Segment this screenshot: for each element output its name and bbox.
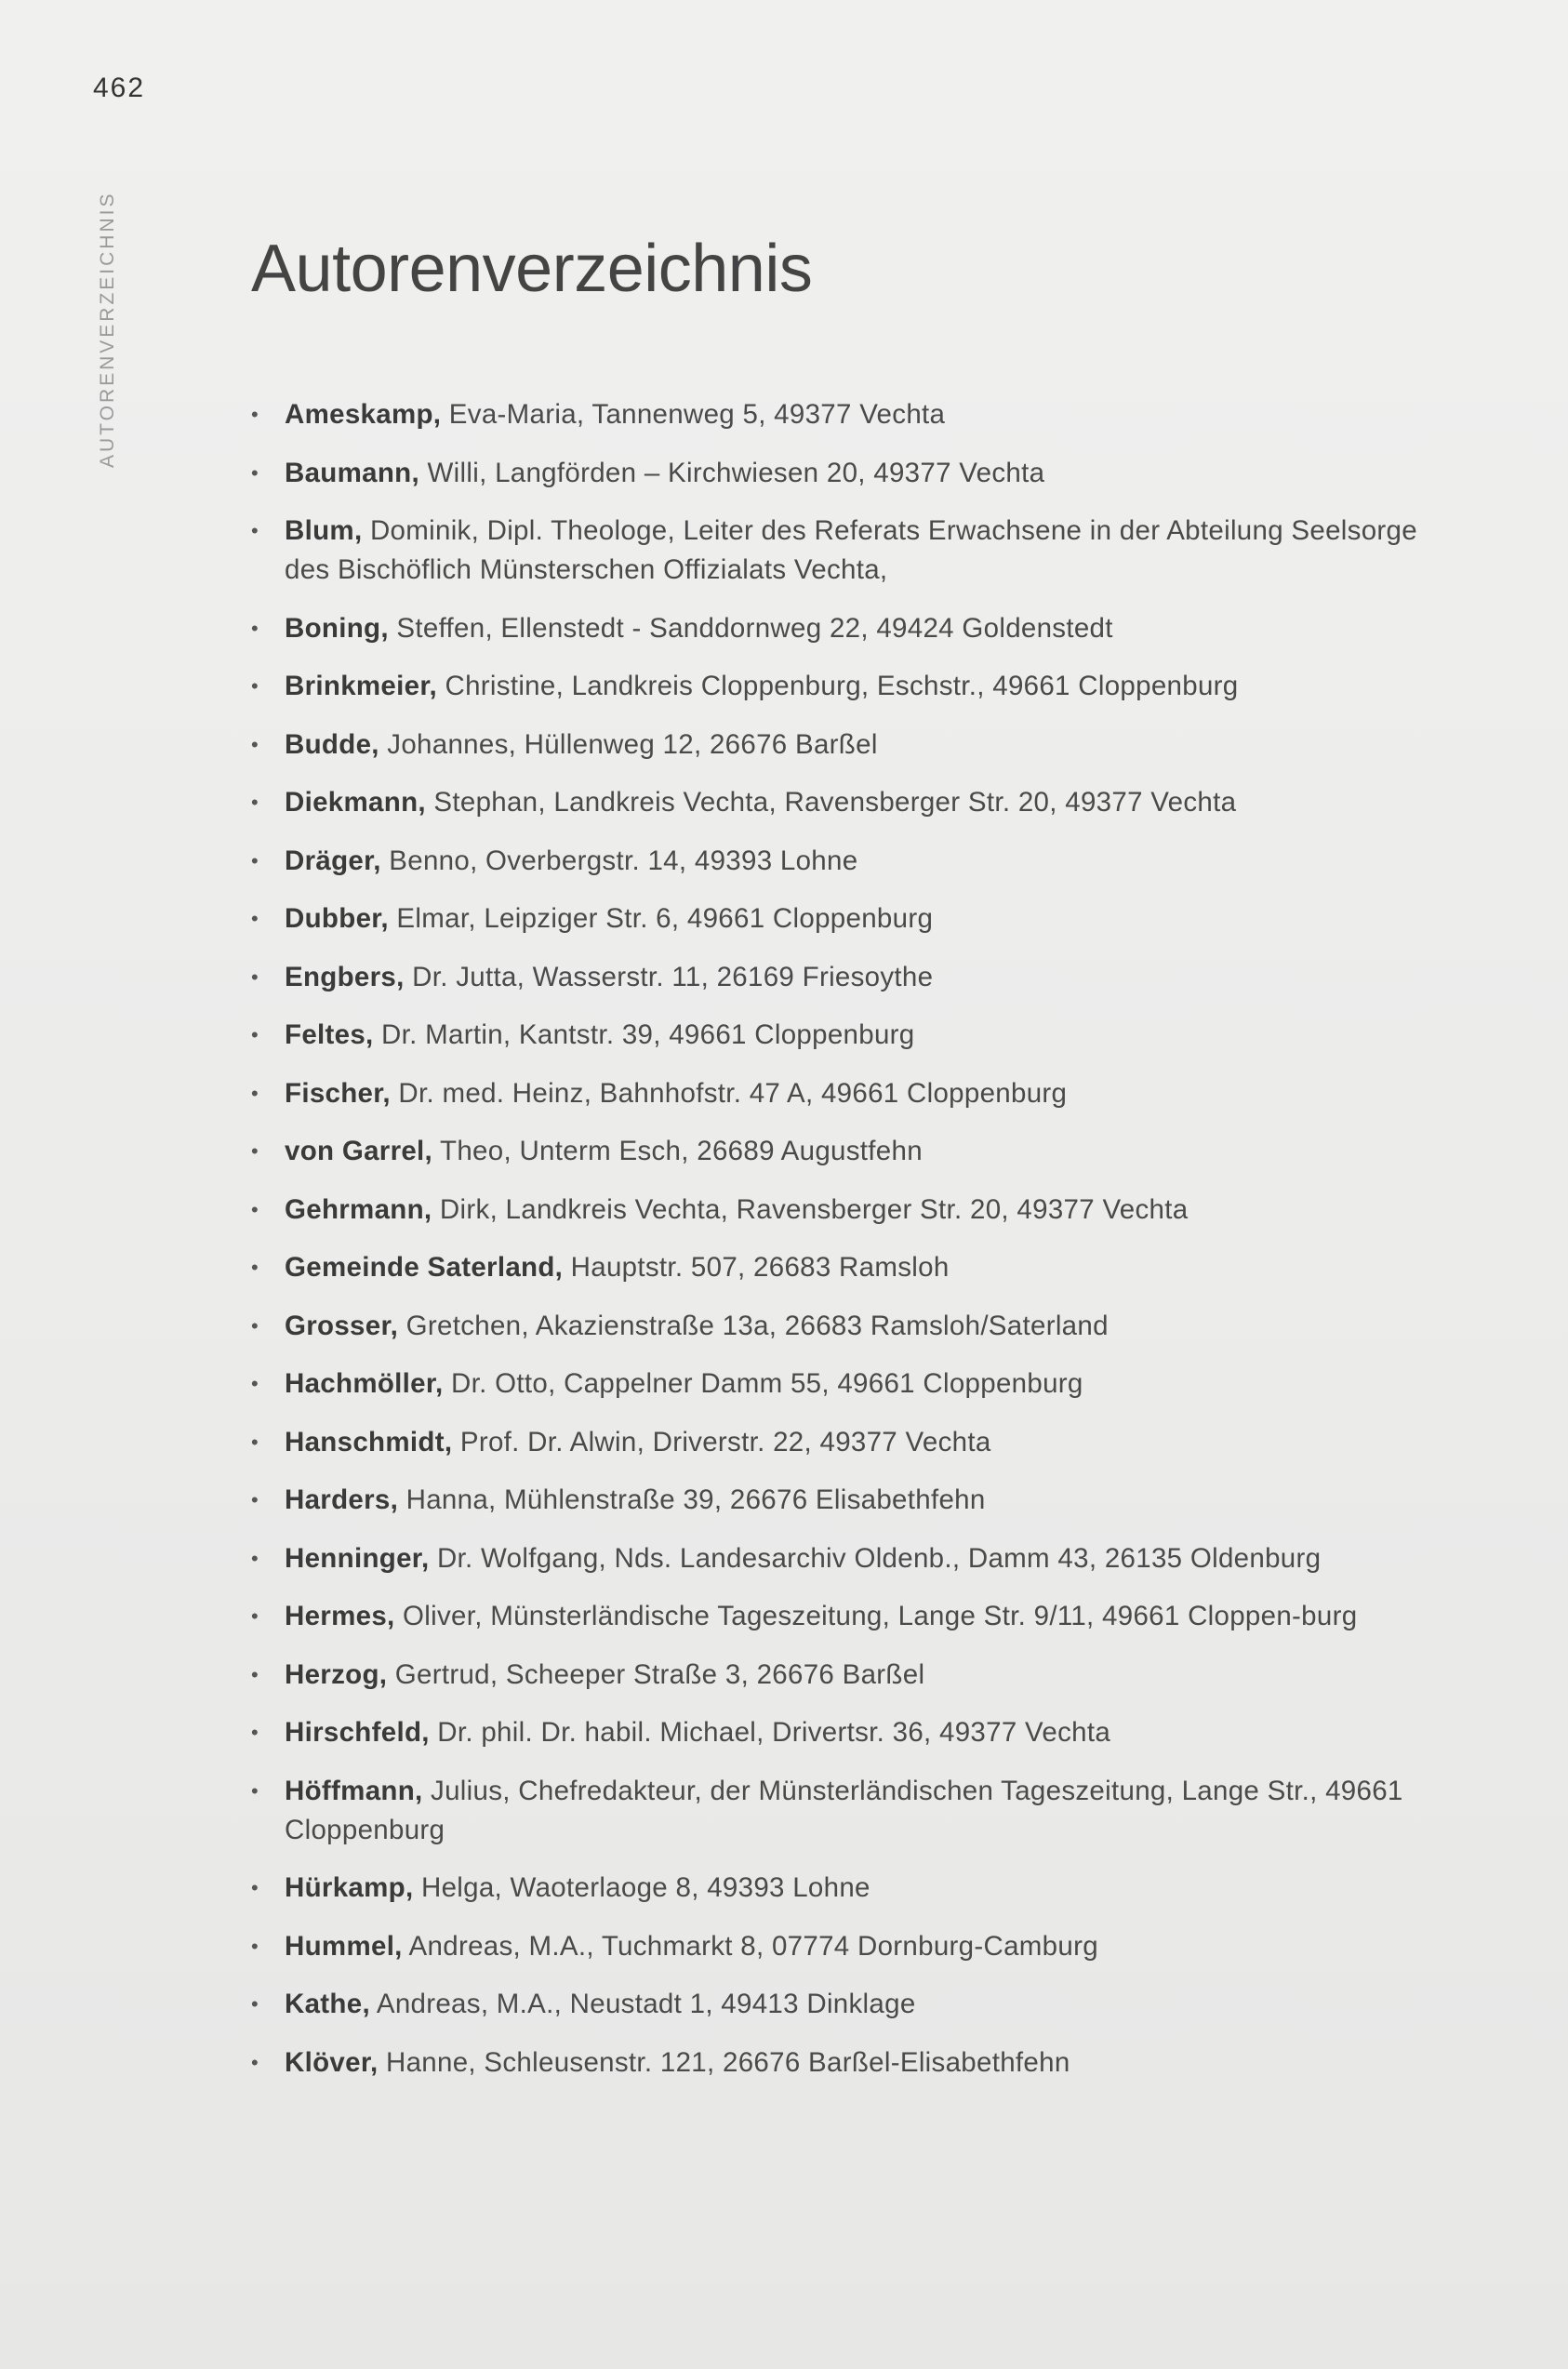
author-details: Christine, Landkreis Cloppenburg, Eschstr., 49661 Cloppenburg [437, 671, 1239, 701]
author-name: Feltes, [285, 1019, 374, 1050]
author-name: Gemeinde Saterland, [285, 1252, 564, 1283]
author-details: Dr. phil. Dr. habil. Michael, Drivertsr. 36, 49377 Vechta [429, 1717, 1111, 1748]
author-name: Henninger, [285, 1542, 430, 1574]
author-entry [251, 1597, 1432, 1636]
author-details: Dr. Wolfgang, Nds. Landesarchiv Oldenb., Damm 43, 26135 Oldenburg [429, 1542, 1322, 1574]
author-entry [251, 842, 1432, 881]
author-details: Gertrud, Scheeper Straße 3, 26676 Barßel [387, 1658, 925, 1690]
author-name: Hirschfeld, [285, 1717, 430, 1748]
author-name: Höffmann, [285, 1775, 423, 1806]
author-details: Dr. Otto, Cappelner Damm 55, 49661 Cloppenburg [443, 1368, 1083, 1399]
author-name: Harders, [285, 1484, 399, 1515]
author-entry [251, 1248, 1432, 1287]
author-name: Hürkamp, [285, 1872, 414, 1903]
author-entry [251, 783, 1432, 822]
author-entry [251, 725, 1432, 765]
author-details: Eva-Maria, Tannenweg 5, 49377 Vechta [441, 399, 946, 430]
author-entry [251, 1191, 1432, 1230]
author-name: Engbers, [285, 961, 405, 992]
author-entry [251, 1869, 1432, 1908]
author-details: Gretchen, Akazienstraße 13a, 26683 Ramsloh/Saterland [398, 1310, 1109, 1341]
author-name: Herzog, [285, 1658, 388, 1690]
author-name: Hachmöller, [285, 1368, 444, 1399]
author-details: Hauptstr. 507, 26683 Ramsloh [563, 1252, 950, 1283]
author-details: Dr. med. Heinz, Bahnhofstr. 47 A, 49661 Cloppenburg [390, 1077, 1068, 1109]
author-entry [251, 1927, 1432, 1966]
author-name: Dubber, [285, 903, 389, 934]
author-name: Ameskamp, [285, 399, 442, 430]
author-name: Hummel, [285, 1930, 403, 1962]
author-details: Dirk, Landkreis Vechta, Ravensberger Str. 20, 49377 Vechta [432, 1193, 1189, 1225]
author-name: Boning, [285, 612, 389, 644]
author-name: Dräger, [285, 845, 381, 876]
author-details: Dr. Martin, Kantstr. 39, 49661 Cloppenburg [373, 1019, 915, 1050]
author-name: Kathe, [285, 1989, 370, 2019]
author-name: Budde, [285, 728, 379, 760]
author-name: Brinkmeier, [285, 671, 437, 701]
author-name: Klöver, [285, 2046, 379, 2078]
author-details: Oliver, Münsterländische Tageszeitung, Lange Str. 9/11, 49661 Cloppen-burg [394, 1601, 1358, 1631]
author-details: Theo, Unterm Esch, 26689 Augustfehn [432, 1136, 923, 1166]
author-entry [251, 1307, 1432, 1346]
author-entry [251, 1481, 1432, 1520]
author-details: Steffen, Ellenstedt - Sanddornweg 22, 49424 Goldenstedt [388, 612, 1113, 644]
author-list [251, 395, 1432, 2101]
author-entry [251, 512, 1432, 590]
running-head: AUTORENVERZEICHNIS [97, 191, 118, 468]
author-details: Helga, Waoterlaoge 8, 49393 Lohne [413, 1872, 870, 1903]
author-name: Fischer, [285, 1077, 391, 1109]
author-details: Dominik, Dipl. Theologe, Leiter des Referats Erwachsene in der Abteilung Seelsorge des Bischöflich Münsterschen Offizialats Vechta, [285, 515, 1417, 585]
author-details: Willi, Langförden – Kirchwiesen 20, 49377 Vechta [419, 457, 1045, 488]
author-entry [251, 1713, 1432, 1752]
author-details: Johannes, Hüllenweg 12, 26676 Barßel [379, 728, 878, 760]
author-details: Hanne, Schleusenstr. 121, 26676 Barßel-Elisabethfehn [378, 2046, 1070, 2078]
author-name: Blum, [285, 515, 363, 546]
author-name: Diekmann, [285, 787, 426, 818]
author-details: Dr. Jutta, Wasserstr. 11, 26169 Friesoythe [404, 961, 934, 992]
author-entry [251, 667, 1432, 706]
author-entry [251, 2043, 1432, 2083]
author-entry [251, 1074, 1432, 1113]
author-name: Grosser, [285, 1310, 399, 1341]
author-details: Julius, Chefredakteur, der Münsterländischen Tageszeitung, Lange Str., 49661 Cloppenburg [285, 1775, 1403, 1845]
author-entry [251, 1539, 1432, 1578]
author-entry [251, 958, 1432, 997]
author-entry [251, 1985, 1432, 2024]
author-details: Benno, Overbergstr. 14, 49393 Lohne [380, 845, 858, 876]
page-number: 462 [93, 73, 146, 103]
author-details: Stephan, Landkreis Vechta, Ravensberger Str. 20, 49377 Vechta [425, 787, 1237, 818]
author-entry [251, 1364, 1432, 1404]
author-entry [251, 1016, 1432, 1055]
author-details: Andreas, M.A., Neustadt 1, 49413 Dinklage [369, 1989, 916, 2019]
author-entry [251, 1656, 1432, 1695]
author-name: Hermes, [285, 1601, 395, 1631]
author-name: Baumann, [285, 457, 420, 488]
author-entry [251, 609, 1432, 648]
author-details: Hanna, Mühlenstraße 39, 26676 Elisabethfehn [398, 1484, 986, 1515]
author-entry [251, 1423, 1432, 1462]
page-title: Autorenverzeichnis [251, 232, 813, 306]
author-name: Hanschmidt, [285, 1426, 453, 1457]
author-name: Gehrmann, [285, 1193, 432, 1225]
author-details: Andreas, M.A., Tuchmarkt 8, 07774 Dornburg-Camburg [402, 1930, 1098, 1962]
author-details: Elmar, Leipziger Str. 6, 49661 Cloppenburg [388, 903, 934, 934]
author-name: von Garrel, [285, 1136, 433, 1166]
author-entry [251, 1772, 1432, 1850]
author-details: Prof. Dr. Alwin, Driverstr. 22, 49377 Vechta [452, 1426, 991, 1457]
author-entry [251, 1132, 1432, 1171]
author-entry [251, 899, 1432, 938]
author-entry [251, 454, 1432, 493]
author-entry [251, 395, 1432, 434]
